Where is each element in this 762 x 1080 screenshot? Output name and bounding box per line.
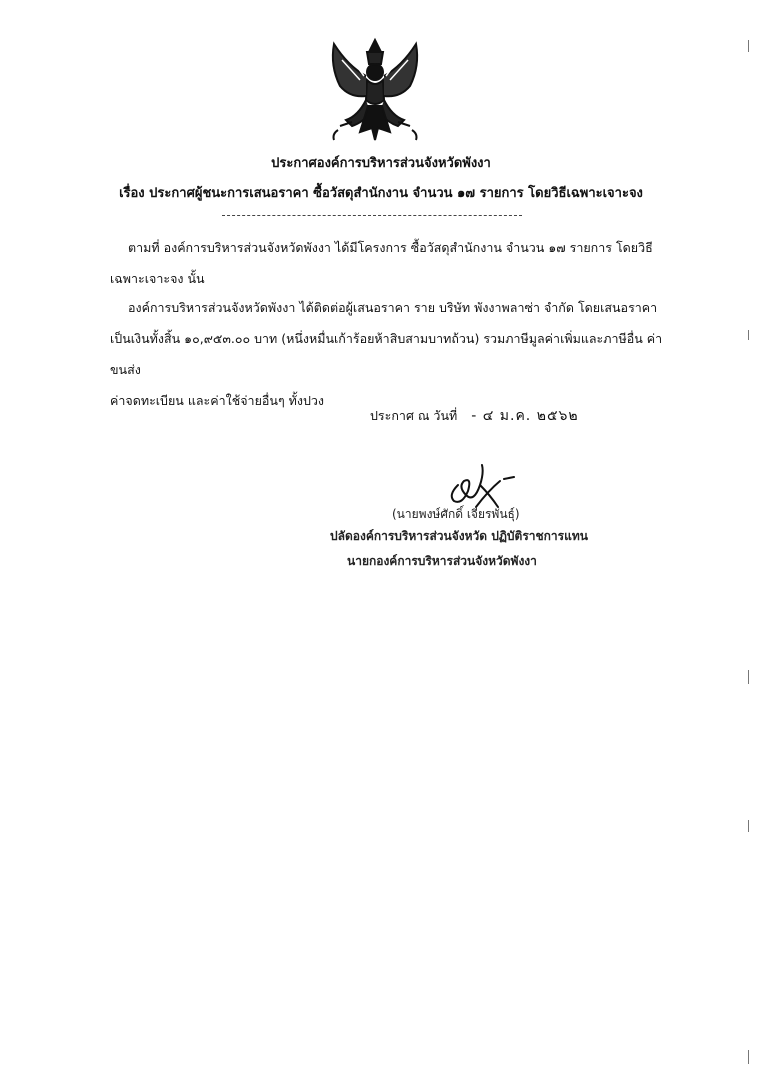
announcement-subject: เรื่อง ประกาศผู้ชนะการเสนอราคา ซื้อวัสดุสำนักงาน จำนวน ๑๗ รายการ โดยวิธีเฉพาะเจาะจง bbox=[119, 186, 643, 201]
paragraph-1-line-1: ตามที่ องค์การบริหารส่วนจังหวัดพังงา ได้มีโครงการ ซื้อวัสดุสำนักงาน จำนวน ๑๗ รายการ โดยวิธี bbox=[128, 240, 653, 255]
scan-edge-mark bbox=[748, 670, 749, 684]
body-paragraph-1 bbox=[110, 232, 688, 294]
paragraph-2-line-2: เป็นเงินทั้งสิ้น ๑๐,๙๕๓.๐๐ บาท (หนึ่งหมื่นเก้าร้อยห้าสิบสามบาทถ้วน) รวมภาษีมูลค่าเพิ่มและภาษีอื่น ค่าขนส่ง bbox=[110, 331, 663, 377]
scan-edge-mark bbox=[748, 820, 749, 832]
signatory-position-2: นายกองค์การบริหารส่วนจังหวัดพังงา bbox=[347, 554, 537, 568]
announcement-date bbox=[370, 405, 579, 427]
signatory-name: (นายพงษ์ศักดิ์ เจียรพันธุ์) bbox=[392, 507, 520, 521]
date-label: ประกาศ ณ วันที่ bbox=[370, 408, 458, 423]
paragraph-1-line-2: เฉพาะเจาะจง นั้น bbox=[110, 271, 205, 286]
paragraph-2-line-1: องค์การบริหารส่วนจังหวัดพังงา ได้ติดต่อผู้เสนอราคา ราย บริษัท พังงาพลาซ่า จำกัด โดยเสนอราคา bbox=[128, 300, 658, 315]
date-value: - ๔ ม.ค. ๒๕๖๒ bbox=[471, 408, 579, 424]
garuda-emblem-icon bbox=[320, 36, 430, 148]
signatory-position-1: ปลัดองค์การบริหารส่วนจังหวัด ปฏิบัติราชการแทน bbox=[330, 529, 588, 543]
scan-edge-mark bbox=[748, 40, 749, 52]
scan-edge-mark bbox=[748, 1050, 749, 1064]
paragraph-2-line-3: ค่าจดทะเบียน และค่าใช้จ่ายอื่นๆ ทั้งปวง bbox=[110, 393, 325, 408]
body-paragraph-2 bbox=[110, 292, 688, 416]
scan-edge-mark bbox=[748, 330, 749, 340]
divider-rule bbox=[222, 215, 522, 216]
announcement-title: ประกาศองค์การบริหารส่วนจังหวัดพังงา bbox=[271, 156, 491, 171]
